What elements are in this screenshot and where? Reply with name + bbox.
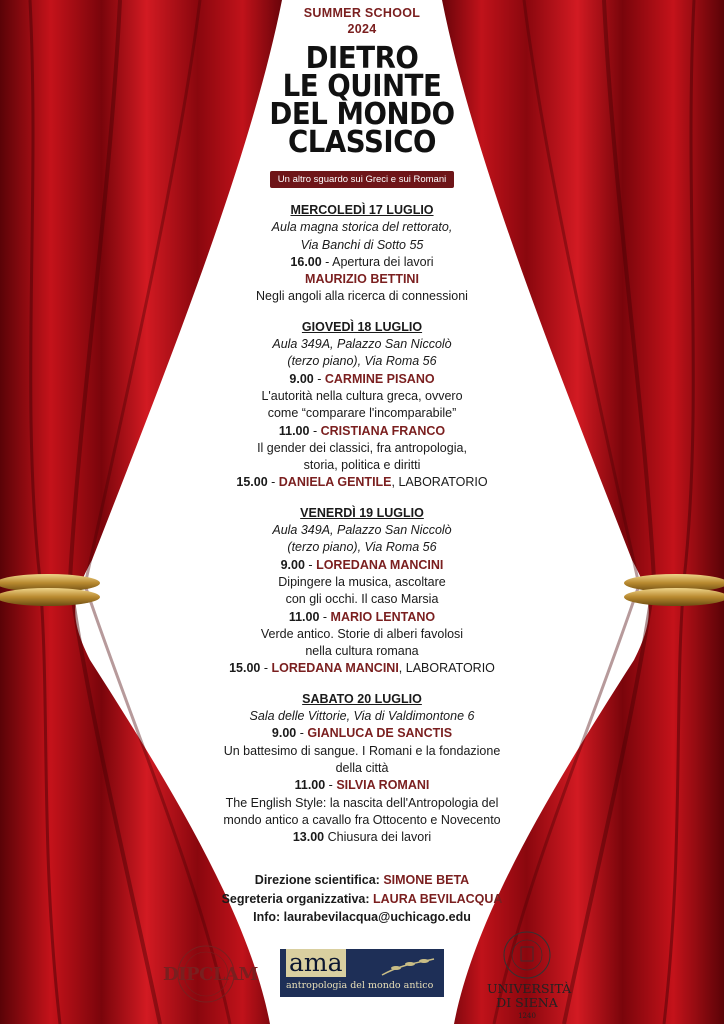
- session-text: Dipingere la musica, ascoltare: [278, 574, 446, 589]
- ama-logo: ama antropologia del mondo antico: [280, 949, 444, 997]
- program-item: [205, 457, 519, 474]
- session-text: come “comparare l'incomparabile”: [267, 406, 457, 421]
- session-text: Verde antico. Storie di alberi favolosi: [260, 626, 464, 641]
- session-text: Apertura dei lavori: [332, 254, 434, 269]
- session-text: con gli occhi. Il caso Marsia: [285, 592, 439, 607]
- separator: -: [260, 661, 272, 676]
- day-block: [205, 505, 519, 678]
- session-time: 9.00: [289, 371, 314, 386]
- speaker-name: GIANLUCA DE SANCTIS: [307, 726, 453, 741]
- university-seal-icon: [487, 930, 567, 982]
- program-item: [205, 829, 519, 846]
- dipclam-logo: DIPCLAM: [158, 942, 248, 1006]
- program-item: [205, 777, 519, 794]
- program-item: [205, 643, 519, 660]
- session-time: 16.00: [290, 254, 322, 269]
- event-title: DIETRO LE QUINTE DEL MONDO CLASSICO: [269, 41, 455, 160]
- session-time: 13.00: [292, 830, 325, 845]
- session-time: 9.00: [280, 557, 305, 572]
- program-item: [205, 626, 519, 643]
- program-item: [205, 557, 519, 574]
- program-item: [205, 405, 519, 422]
- separator: -: [296, 726, 308, 741]
- session-text: Negli angoli alla ricerca di connessioni: [256, 289, 468, 304]
- program-item: [205, 371, 519, 388]
- session-time: 11.00: [294, 778, 326, 793]
- program-item: [205, 474, 519, 491]
- program-item: [205, 795, 519, 812]
- session-suffix: , LABORATORIO: [398, 661, 495, 676]
- session-text: L'autorità nella cultura greca, ovvero: [261, 388, 463, 403]
- program-item: [205, 574, 519, 591]
- credits: Direzione scientifica: SIMONE BETA Segreteria organizzativa: LAURA BEVILACQUA Info: laurabevilacqua@uchicago.edu: [205, 871, 519, 927]
- venue-line: Aula 349A, Palazzo San Niccolò: [272, 337, 452, 352]
- speaker-name: LOREDANA MANCINI: [271, 661, 399, 676]
- venue-line: (terzo piano), Via Roma 56: [287, 354, 437, 369]
- event-subtitle-badge: Un altro sguardo sui Greci e sui Romani: [270, 171, 454, 188]
- university-siena-logo: UNIVERSITÀ DI SIENA 1240: [487, 930, 567, 1020]
- speaker-name: MARIO LENTANO: [330, 609, 436, 624]
- session-text: The English Style: la nascita dell'Antropologia del: [225, 795, 499, 810]
- speaker-name: CRISTIANA FRANCO: [320, 423, 446, 438]
- session-time: 11.00: [278, 423, 310, 438]
- program-item: [205, 254, 519, 271]
- separator: -: [325, 778, 337, 793]
- event-year: 2024: [347, 22, 377, 36]
- program-item: [205, 660, 519, 677]
- session-time: 9.00: [271, 726, 297, 741]
- program-item: [205, 423, 519, 440]
- session-time: 15.00: [229, 661, 261, 676]
- speaker-name: LOREDANA MANCINI: [316, 557, 444, 572]
- info-email: Info: laurabevilacqua@uchicago.edu: [253, 910, 471, 925]
- session-text: della città: [335, 760, 389, 775]
- program-item: [205, 591, 519, 608]
- day-date: MERCOLEDÌ 17 LUGLIO: [290, 203, 434, 217]
- olive-branch-icon: [380, 955, 436, 979]
- program-item: [205, 725, 519, 742]
- separator: -: [267, 475, 279, 490]
- program-item: [205, 288, 519, 305]
- secretary-name: LAURA BEVILACQUA: [373, 891, 503, 906]
- separator: -: [313, 371, 325, 386]
- program-item: [205, 440, 519, 457]
- separator: -: [304, 557, 317, 572]
- program-days: [205, 202, 519, 846]
- session-text: Il gender dei classici, fra antropologia,: [257, 440, 467, 455]
- day-block: [205, 202, 519, 306]
- separator: -: [309, 423, 321, 438]
- day-date: GIOVEDÌ 18 LUGLIO: [301, 319, 423, 334]
- venue-line: Aula 349A, Palazzo San Niccolò: [272, 523, 452, 538]
- event-kicker: SUMMER SCHOOL: [303, 6, 421, 20]
- program-item: [205, 743, 519, 760]
- venue-line: Via Banchi di Sotto 55: [300, 237, 424, 252]
- program-content: [205, 0, 519, 927]
- speaker-name: MAURIZIO BETTINI: [305, 272, 419, 287]
- venue-line: (terzo piano), Via Roma 56: [287, 540, 437, 555]
- separator: -: [319, 609, 331, 624]
- session-text: Chiusura dei lavori: [327, 830, 432, 845]
- session-text: nella cultura romana: [305, 644, 419, 659]
- session-text: Un battesimo di sangue. I Romani e la fondazione: [223, 743, 501, 758]
- day-date: VENERDÌ 19 LUGLIO: [300, 505, 424, 520]
- day-date: SABATO 20 LUGLIO: [302, 691, 422, 706]
- program-item: [205, 271, 519, 288]
- separator: -: [321, 254, 333, 269]
- speaker-name: CARMINE PISANO: [324, 371, 435, 386]
- session-time: 15.00: [236, 475, 268, 490]
- session-text: storia, politica e diritti: [303, 458, 421, 473]
- venue-line: Aula magna storica del rettorato,: [271, 220, 453, 235]
- speaker-name: SILVIA ROMANI: [336, 778, 430, 793]
- day-block: [205, 691, 519, 847]
- program-item: [205, 812, 519, 829]
- director-name: SIMONE BETA: [383, 873, 470, 888]
- speaker-name: DANIELA GENTILE: [278, 475, 392, 490]
- day-block: [205, 319, 519, 492]
- program-item: [205, 388, 519, 405]
- session-suffix: , LABORATORIO: [391, 475, 488, 490]
- venue-line: Sala delle Vittorie, Via di Valdimontone 6: [249, 709, 475, 724]
- program-item: [205, 760, 519, 777]
- session-time: 11.00: [288, 609, 320, 624]
- session-text: mondo antico a cavallo fra Ottocento e Novecento: [223, 812, 501, 827]
- program-item: [205, 609, 519, 626]
